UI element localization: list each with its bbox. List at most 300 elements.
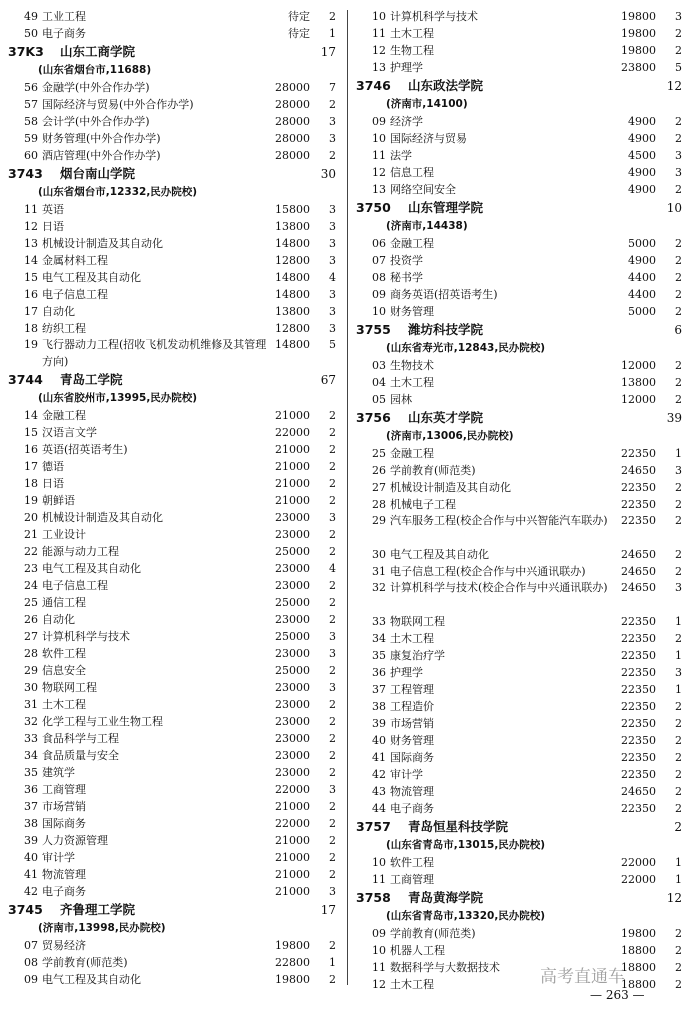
major-code: 19 [24,338,38,351]
major-name: 日语 [42,220,64,233]
major-code: 29 [24,664,38,677]
tuition-fee: 24650 [621,464,656,477]
enrollment-count: 2 [329,579,336,592]
major-row [356,445,686,462]
major-code: 33 [24,732,38,745]
major-code: 13 [372,61,386,74]
tuition-fee: 22350 [621,498,656,511]
tuition-fee: 28000 [275,115,310,128]
tuition-fee: 4900 [628,132,656,145]
school-header [356,888,686,908]
major-name: 英语 [42,203,64,216]
major-code: 40 [372,734,386,747]
major-code: 27 [24,630,38,643]
school-total: 12 [666,79,682,93]
enrollment-count: 2 [329,939,336,952]
major-code: 09 [24,973,38,986]
major-name: 工业设计 [42,528,86,541]
major-row [8,577,340,594]
major-name: 国际经济与贸易(中外合作办学) [42,98,194,111]
major-code: 10 [372,944,386,957]
school-name: 山东政法学院 [408,78,484,93]
major-code: 14 [24,254,38,267]
enrollment-count: 2 [329,10,336,23]
major-code: 50 [24,27,38,40]
major-row [8,458,340,475]
major-name: 园林 [390,393,412,406]
major-code: 15 [24,426,38,439]
major-row [356,164,686,181]
enrollment-count: 3 [329,511,336,524]
major-name: 电气工程及其自动化 [42,973,141,986]
enrollment-count: 2 [675,27,682,40]
tuition-fee: 24650 [621,548,656,561]
school-name: 山东管理学院 [408,200,484,215]
major-row [8,424,340,441]
major-row [8,764,340,781]
tuition-fee: 25000 [275,630,310,643]
enrollment-count: 2 [675,734,682,747]
major-code: 35 [372,649,386,662]
enrollment-count: 2 [329,409,336,422]
enrollment-count: 1 [675,615,682,628]
major-name: 会计学(中外合作办学) [42,115,150,128]
enrollment-count: 2 [675,44,682,57]
major-code: 56 [24,81,38,94]
tuition-fee: 28000 [275,132,310,145]
major-name: 土木工程 [390,376,434,389]
tuition-fee: 4400 [628,288,656,301]
major-name: 物流管理 [390,785,434,798]
major-name: 电气工程及其自动化 [42,562,141,575]
enrollment-count: 3 [329,630,336,643]
major-code: 42 [24,885,38,898]
enrollment-count: 2 [329,868,336,881]
school-total: 6 [674,323,682,337]
school-header [356,76,686,96]
enrollment-count: 2 [675,376,682,389]
major-name: 学前教育(师范类) [42,956,128,969]
enrollment-count: 2 [329,732,336,745]
major-code: 07 [24,939,38,952]
major-row [356,546,686,563]
major-name: 国际商务 [42,817,86,830]
major-code: 24 [24,579,38,592]
school-total: 17 [320,45,336,59]
tuition-fee: 14800 [275,237,310,250]
major-code: 29 [372,514,386,527]
school-location: (山东省青岛市,13015,民办院校) [386,839,546,851]
tuition-fee: 28000 [275,149,310,162]
major-name: 机械设计制造及其自动化 [42,237,163,250]
major-code: 11 [372,149,386,162]
major-name: 汽车服务工程(校企合作与中兴智能汽车联办) [390,514,608,527]
major-row [356,479,686,496]
major-name: 投资学 [390,254,423,267]
tuition-fee: 25000 [275,545,310,558]
tuition-fee: 24650 [621,581,656,594]
enrollment-count: 2 [329,494,336,507]
enrollment-count: 3 [329,288,336,301]
tuition-fee: 4400 [628,271,656,284]
major-code: 10 [372,10,386,23]
school-header [8,900,340,920]
major-name: 酒店管理(中外合作办学) [42,149,161,162]
major-name: 日语 [42,477,64,490]
tuition-fee: 19800 [621,10,656,23]
major-code: 58 [24,115,38,128]
tuition-fee: 22000 [275,783,310,796]
tuition-fee: 22350 [621,802,656,815]
major-name: 金融工程 [390,447,434,460]
major-name: 机器人工程 [390,944,445,957]
enrollment-count: 3 [329,885,336,898]
major-code: 09 [372,115,386,128]
tuition-fee: 21000 [275,477,310,490]
tuition-fee: 19800 [621,27,656,40]
major-row [356,374,686,391]
major-row [356,959,686,976]
major-row [8,560,340,577]
major-code: 13 [372,183,386,196]
major-code: 38 [372,700,386,713]
tuition-fee: 13800 [275,305,310,318]
major-row [356,854,686,871]
major-row [8,883,340,900]
enrollment-count: 2 [329,596,336,609]
enrollment-count: 2 [675,498,682,511]
enrollment-count: 2 [675,359,682,372]
enrollment-count: 2 [675,978,682,991]
school-header [356,408,686,428]
enrollment-count: 2 [675,481,682,494]
major-name: 财务管理 [390,305,434,318]
major-row [356,749,686,766]
major-name: 英语(招英语考生) [42,443,128,456]
tuition-fee: 23000 [275,647,310,660]
major-row [356,513,686,546]
tuition-fee: 22350 [621,768,656,781]
major-name: 护理学 [390,666,423,679]
major-name: 电气工程及其自动化 [42,271,141,284]
major-code: 10 [372,856,386,869]
enrollment-count: 3 [329,203,336,216]
tuition-fee: 21000 [275,885,310,898]
major-name: 计算机科学与技术 [390,10,478,23]
school-code: 3746 [356,78,391,93]
school-code: 3756 [356,410,391,425]
major-code: 41 [24,868,38,881]
major-row [8,781,340,798]
tuition-fee: 22000 [621,856,656,869]
major-row [356,130,686,147]
major-row [356,698,686,715]
tuition-fee: 15800 [275,203,310,216]
tuition-fee: 14800 [275,271,310,284]
major-code: 36 [372,666,386,679]
major-row [8,113,340,130]
school-location: (济南市,13998,民办院校) [38,922,166,934]
enrollment-count: 2 [329,460,336,473]
school-location: (山东省胶州市,13995,民办院校) [38,392,198,404]
watermark-text: 高考直通车 [540,967,625,987]
major-row [356,681,686,698]
tuition-fee: 21000 [275,409,310,422]
tuition-fee: 22800 [275,956,310,969]
major-row [8,937,340,954]
major-row [356,235,686,252]
major-code: 18 [24,477,38,490]
major-code: 57 [24,98,38,111]
enrollment-count: 7 [329,81,336,94]
tuition-fee: 23000 [275,562,310,575]
major-code: 23 [24,562,38,575]
enrollment-count: 2 [675,288,682,301]
major-row [356,630,686,647]
school-name: 山东工商学院 [60,44,136,59]
major-name: 金属材料工程 [42,254,108,267]
tuition-fee: 28000 [275,81,310,94]
major-code: 26 [24,613,38,626]
major-name: 康复治疗学 [390,649,445,662]
tuition-fee: 22350 [621,700,656,713]
major-name: 工业工程 [42,10,86,23]
major-code: 33 [372,615,386,628]
enrollment-count: 2 [675,237,682,250]
major-row [8,96,340,113]
major-row [356,766,686,783]
tuition-fee: 23000 [275,715,310,728]
major-row [8,594,340,611]
major-code: 13 [24,237,38,250]
major-row [356,147,686,164]
major-row [356,357,686,374]
major-row [8,130,340,147]
major-row [356,181,686,198]
tuition-fee: 22000 [275,817,310,830]
major-code: 21 [24,528,38,541]
major-row [8,747,340,764]
major-row [8,252,340,269]
tuition-fee: 22350 [621,751,656,764]
tuition-fee: 28000 [275,98,310,111]
major-code: 18 [24,322,38,335]
enrollment-count: 2 [675,700,682,713]
major-code: 49 [24,10,38,23]
major-code: 41 [372,751,386,764]
major-name: 纺织工程 [42,322,86,335]
major-name: 经济学 [390,115,423,128]
major-code: 37 [372,683,386,696]
school-total: 10 [666,201,682,215]
enrollment-count: 2 [675,565,682,578]
major-code: 16 [24,288,38,301]
major-row [356,269,686,286]
enrollment-count: 3 [329,681,336,694]
school-header [356,817,686,837]
enrollment-count: 2 [329,149,336,162]
tuition-fee: 5000 [628,237,656,250]
tuition-fee: 22350 [621,734,656,747]
enrollment-count: 3 [675,149,682,162]
major-row [8,971,340,988]
tuition-fee: 23000 [275,698,310,711]
major-name: 信息工程 [390,166,434,179]
school-total: 2 [674,820,682,834]
major-code: 32 [372,581,386,594]
enrollment-count: 2 [675,961,682,974]
major-row [8,696,340,713]
enrollment-count: 3 [329,305,336,318]
major-code: 34 [24,749,38,762]
major-name: 机械设计制造及其自动化 [390,481,511,494]
school-total: 17 [320,903,336,917]
major-name: 自动化 [42,613,75,626]
enrollment-count: 2 [329,426,336,439]
major-row [8,269,340,286]
major-name: 朝鲜语 [42,494,75,507]
enrollment-count: 3 [329,783,336,796]
major-row [8,147,340,164]
enrollment-count: 3 [675,166,682,179]
major-row [356,664,686,681]
tuition-fee: 待定 [288,10,310,23]
tuition-fee: 12000 [621,393,656,406]
major-name: 汉语言文学 [42,426,97,439]
major-row [356,715,686,732]
major-name: 网络空间安全 [390,183,456,196]
major-name: 金融学(中外合作办学) [42,81,150,94]
tuition-fee: 23000 [275,749,310,762]
major-name: 金融工程 [390,237,434,250]
school-code: 3743 [8,166,43,181]
tuition-fee: 4900 [628,115,656,128]
major-code: 30 [24,681,38,694]
major-code: 31 [24,698,38,711]
major-code: 12 [24,220,38,233]
column-divider [347,10,348,985]
major-row [356,580,686,613]
major-row [356,925,686,942]
major-name: 贸易经济 [42,939,86,952]
enrollment-count: 2 [329,766,336,779]
major-code: 36 [24,783,38,796]
tuition-fee: 23000 [275,732,310,745]
major-name: 电气工程及其自动化 [390,548,489,561]
school-location: (济南市,14100) [386,98,468,110]
major-name: 计算机科学与技术 [42,630,130,643]
tuition-fee: 22350 [621,632,656,645]
tuition-fee: 12800 [275,322,310,335]
major-code: 12 [372,978,386,991]
major-code: 11 [24,203,38,216]
major-name: 食品质量与安全 [42,749,119,762]
major-row [8,543,340,560]
enrollment-count: 3 [329,647,336,660]
tuition-fee: 23000 [275,681,310,694]
major-name: 国际经济与贸易 [390,132,467,145]
school-name: 潍坊科技学院 [408,322,484,337]
major-name: 财务管理(中外合作办学) [42,132,161,145]
major-name: 自动化 [42,305,75,318]
major-row [8,337,340,370]
school-location: (山东省烟台市,11688) [38,64,152,76]
major-name: 软件工程 [390,856,434,869]
tuition-fee: 22350 [621,666,656,679]
enrollment-count: 2 [329,613,336,626]
major-code: 34 [372,632,386,645]
major-name: 计算机科学与技术(校企合作与中兴通讯联办) [390,581,608,594]
major-row [356,286,686,303]
enrollment-count: 2 [675,183,682,196]
major-row [8,645,340,662]
tuition-fee: 25000 [275,664,310,677]
major-code: 11 [372,873,386,886]
enrollment-count: 3 [675,10,682,23]
enrollment-count: 5 [329,338,336,351]
major-code: 12 [372,166,386,179]
left-column [8,8,340,988]
major-row [356,59,686,76]
major-code: 16 [24,443,38,456]
major-row [8,832,340,849]
enrollment-count: 2 [329,545,336,558]
school-total: 67 [320,373,336,387]
major-code: 26 [372,464,386,477]
major-code: 22 [24,545,38,558]
major-name: 审计学 [42,851,75,864]
major-name: 化学工程与工业生物工程 [42,715,163,728]
major-name: 生物技术 [390,359,434,372]
major-code: 08 [24,956,38,969]
tuition-fee: 21000 [275,460,310,473]
major-name: 市场营销 [390,717,434,730]
major-row [356,496,686,513]
enrollment-count: 2 [329,443,336,456]
major-row [356,563,686,580]
enrollment-count: 2 [675,632,682,645]
school-location: (山东省青岛市,13320,民办院校) [386,910,546,922]
tuition-fee: 21000 [275,834,310,847]
major-row [356,42,686,59]
enrollment-count: 1 [675,447,682,460]
major-row [8,8,340,25]
enrollment-count: 3 [675,581,682,594]
enrollment-count: 5 [675,61,682,74]
tuition-fee: 21000 [275,494,310,507]
major-name: 护理学 [390,61,423,74]
tuition-fee: 13800 [275,220,310,233]
tuition-fee: 19800 [621,44,656,57]
school-name: 青岛工学院 [60,372,123,387]
major-name: 建筑学 [42,766,75,779]
major-code: 12 [372,44,386,57]
major-name: 市场营销 [42,800,86,813]
major-code: 44 [372,802,386,815]
tuition-fee: 23000 [275,511,310,524]
major-name: 物流管理 [42,868,86,881]
tuition-fee: 22350 [621,717,656,730]
tuition-fee: 23800 [621,61,656,74]
enrollment-count: 2 [329,834,336,847]
major-name: 物联网工程 [42,681,97,694]
enrollment-count: 2 [675,717,682,730]
school-location: (济南市,14438) [386,220,468,232]
major-code: 30 [372,548,386,561]
major-name: 电子商务 [390,802,434,815]
major-code: 17 [24,305,38,318]
major-code: 17 [24,460,38,473]
